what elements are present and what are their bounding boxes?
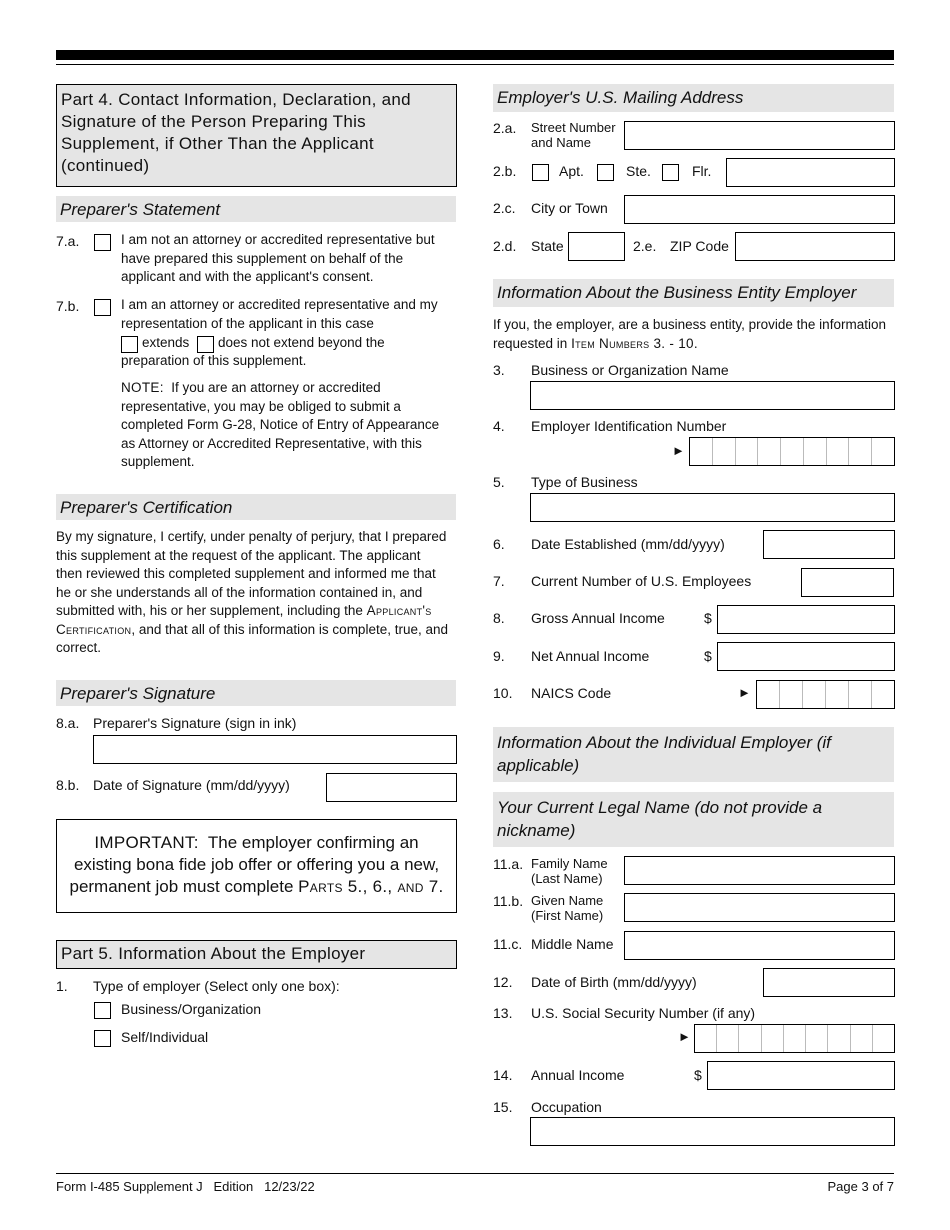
item-2e-number: 2.e. [633,238,657,254]
item-9-number: 9. [493,648,505,664]
preparation-text: preparation of this supplement. [121,353,307,368]
annual-income-field[interactable] [707,1061,895,1090]
top-rule [56,50,894,60]
apt-checkbox[interactable] [532,164,549,181]
date-established-field[interactable] [763,530,895,559]
item-7a-number: 7.a. [56,233,80,249]
self-individual-label: Self/Individual [121,1029,209,1045]
ssn-field[interactable] [694,1024,895,1053]
legal-name-title: Your Current Legal Name (do not provide a nickname) [493,792,894,847]
naics-arrow-icon: ► [738,685,751,700]
city-label: City or Town [531,200,608,216]
item-7b-number: 7.b. [56,298,80,314]
business-name-label: Business or Organization Name [531,362,729,378]
occupation-field[interactable] [530,1117,895,1146]
item-11a-number: 11.a. [493,856,524,872]
item-11b-number: 11.b. [493,893,524,909]
item-7a-checkbox[interactable] [94,234,111,251]
annual-income-label: Annual Income [531,1067,625,1083]
business-type-field[interactable] [530,493,895,522]
preparers-signature-title: Preparer's Signature [56,680,456,706]
ein-field[interactable] [689,437,895,466]
item-8b-label: Date of Signature (mm/dd/yyyy) [93,777,290,793]
footer-form-edition: Form I-485 Supplement J Edition 12/23/22 [56,1179,315,1194]
part5-header: Part 5. Information About the Employer [56,940,457,969]
street-label-1: Street Number [531,120,616,135]
given-label-2: (First Name) [531,908,604,923]
ein-label: Employer Identification Number [531,418,727,434]
self-individual-checkbox[interactable] [94,1030,111,1047]
item-7a-text: I am not an attorney or accredited representative but have prepared this supplement on behalf of the applicant and with the applicant's consent. [121,232,435,284]
net-income-label: Net Annual Income [531,648,650,664]
ste-checkbox[interactable] [597,164,614,181]
item-13-number: 13. [493,1005,513,1021]
item-2d-number: 2.d. [493,238,517,254]
date-established-label: Date Established (mm/dd/yyyy) [531,536,725,552]
footer-rule [56,1173,894,1174]
flr-label: Flr. [692,163,712,179]
item-1-number: 1. [56,978,68,994]
business-name-field[interactable] [530,381,895,410]
top-thin-rule [56,64,894,65]
item-8-number: 8. [493,610,505,626]
footer-page-number: Page 3 of 7 [827,1179,894,1194]
item-12-number: 12. [493,974,513,990]
ste-label: Ste. [626,163,651,179]
gross-dollar-sign: $ [704,610,712,626]
preparers-certification-title: Preparer's Certification [56,494,456,520]
dob-label: Date of Birth (mm/dd/yyyy) [531,974,697,990]
part4-header: Part 4. Contact Information, Declaration, and Signature of the Person Preparing This Supplement, if Other Than the Applicant (continued) [56,84,457,187]
item-7b-text: I am an attorney or accredited representative and my representation of the applicant in this case [121,297,438,331]
individual-employer-title: Information About the Individual Employer (if applicable) [493,727,894,782]
family-name-label [531,856,608,886]
employees-field[interactable] [801,568,894,597]
item-2b-number: 2.b. [493,163,517,179]
street-field[interactable] [624,121,895,150]
business-intro [493,316,893,353]
extends-label: extends [142,335,190,350]
business-intro-items: Item Numbers 3. - 10. [571,335,698,351]
business-organization-checkbox[interactable] [94,1002,111,1019]
gross-income-field[interactable] [717,605,895,634]
middle-name-label: Middle Name [531,936,614,952]
ein-arrow-icon: ► [672,443,685,458]
middle-name-field[interactable] [624,931,895,960]
business-intro-text: If you, the employer, are a business entity, provide the information requested in [493,317,886,351]
flr-checkbox[interactable] [662,164,679,181]
naics-field[interactable] [756,680,895,709]
item-10-number: 10. [493,685,513,701]
given-name-label [531,893,603,923]
employees-label: Current Number of U.S. Employees [531,573,752,589]
certification-text [56,528,448,658]
city-field[interactable] [624,195,895,224]
item-5-number: 5. [493,474,505,490]
note-block [121,379,441,472]
naics-label: NAICS Code [531,685,612,701]
date-of-signature-field[interactable] [326,773,457,802]
preparer-signature-field[interactable] [93,735,457,764]
family-name-field[interactable] [624,856,895,885]
mailing-address-title: Employer's U.S. Mailing Address [493,84,894,112]
item-2a-number: 2.a. [493,120,517,136]
zip-label: ZIP Code [670,238,729,254]
item-6-number: 6. [493,536,505,552]
state-label: State [531,238,564,254]
item-7-number: 7. [493,573,505,589]
dob-field[interactable] [763,968,895,997]
cert-text-applicant-cert: Applicant's Certification [56,603,432,637]
item-3-number: 3. [493,362,505,378]
net-dollar-sign: $ [704,648,712,664]
item-15-number: 15. [493,1099,513,1115]
street-label-2: and Name [531,135,591,150]
family-label-2: (Last Name) [531,871,603,886]
given-name-field[interactable] [624,893,895,922]
important-notice [56,819,457,913]
gross-income-label: Gross Annual Income [531,610,665,626]
item-1-label: Type of employer (Select only one box): [93,978,340,994]
does-not-extend-label: does not extend beyond the [218,335,385,350]
business-organization-label: Business/Organization [121,1001,262,1017]
street-label [531,120,616,150]
ssn-arrow-icon: ► [678,1029,691,1044]
item-4-number: 4. [493,418,505,434]
business-type-label: Type of Business [531,474,638,490]
cert-text-1: By my signature, I certify, under penalty of perjury, that I prepared this supplement at the request of the applicant. The applicant then reviewed this completed supplement and informed me that he or she understands all of the information contained in, and submitted with, his or her supplement, including the [56,529,447,618]
important-parts: Parts 5., 6., and 7. [298,877,444,896]
zip-field[interactable] [735,232,895,261]
family-label-1: Family Name [531,856,608,871]
extends-checkbox[interactable] [121,336,138,353]
important-text: The employer confirming an existing bona fide job offer or offering you a new, permanent job must complete [69,833,440,896]
item-2c-number: 2.c. [493,200,516,216]
important-label: IMPORTANT: [94,833,199,852]
item-8a-label: Preparer's Signature (sign in ink) [93,715,297,731]
cert-text-2: , and that all of this information is complete, true, and correct. [56,621,448,655]
state-field[interactable] [568,232,625,261]
item-7b-checkbox[interactable] [94,299,111,316]
note-text: If you are an attorney or accredited representative, you may be obliged to submit a completed Form G-28, Notice of Entry of Appearance as Attorney or Accredited Representative, with this supplement. [121,380,440,469]
apt-label: Apt. [559,163,584,179]
net-income-field[interactable] [717,642,895,671]
apt-number-field[interactable] [726,158,895,187]
item-14-number: 14. [493,1067,513,1083]
given-label-1: Given Name [531,893,604,908]
item-8a-number: 8.a. [56,715,80,731]
preparers-statement-title: Preparer's Statement [56,196,456,222]
ssn-label: U.S. Social Security Number (if any) [531,1005,756,1021]
note-label: NOTE: [121,380,164,395]
income-dollar-sign: $ [694,1067,702,1083]
does-not-extend-checkbox[interactable] [197,336,214,353]
item-11c-number: 11.c. [493,936,523,952]
occupation-label: Occupation [531,1099,602,1115]
business-entity-title: Information About the Business Entity Employer [493,279,894,307]
item-8b-number: 8.b. [56,777,80,793]
